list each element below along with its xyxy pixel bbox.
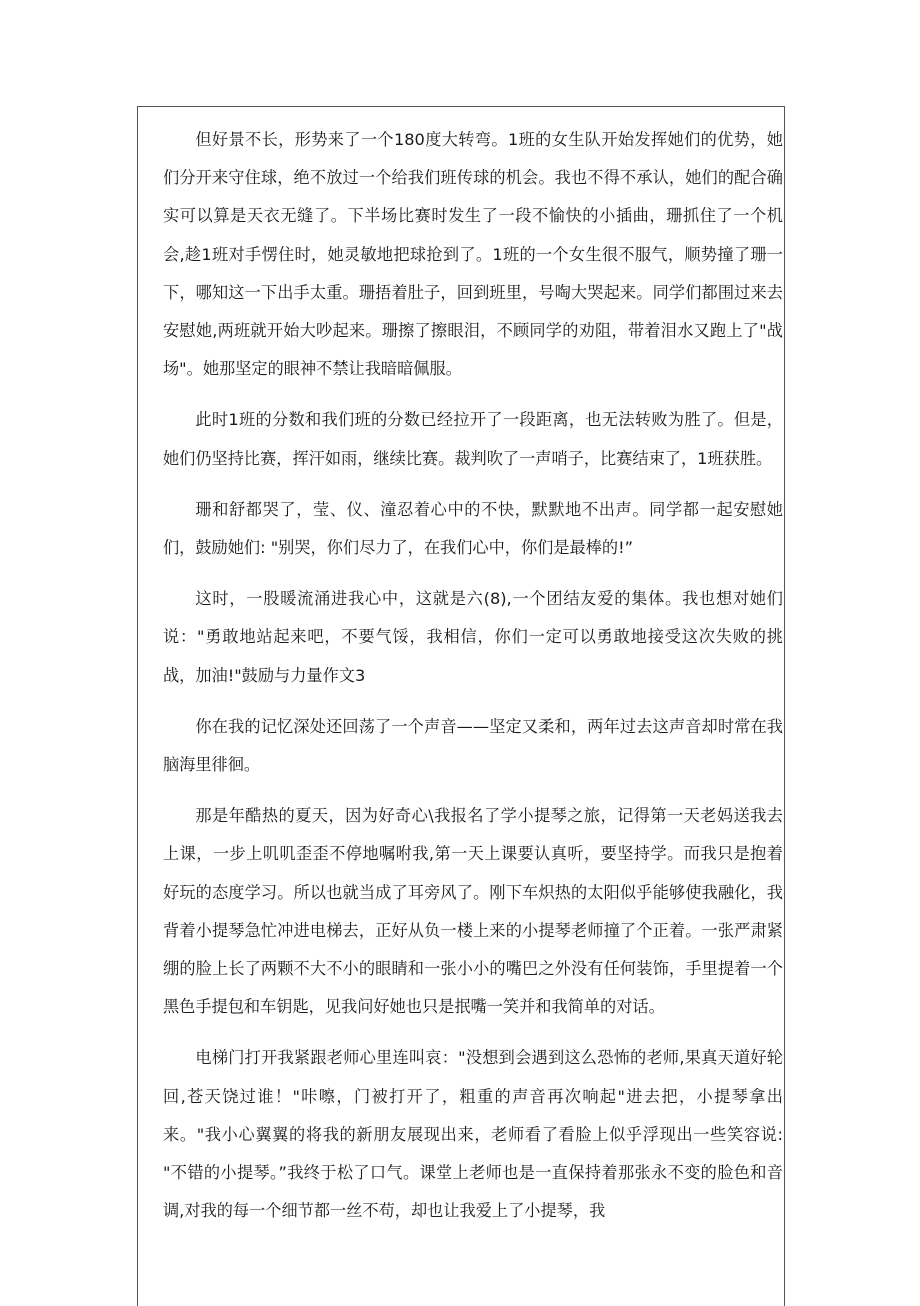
paragraph-1: 但好景不长，形势来了一个180度大转弯。1班的女生队开始发挥她们的优势，她们分开来守住球，绝不放过一个给我们班传球的机会。我也不得不承认，她们的配合确实可以算是天衣无缝了。下半场比赛时发生了一段不愉快的小插曲，珊抓住了一个机会,趁1班对手愣住时，她灵敏地把球抢到了。1班的一个女生很不服气，顺势撞了珊一下，哪知这一下出手太重。珊捂着肚子，回到班里，号啕大哭起来。同学们都围过来去安慰她,两班就开始大吵起来。珊擦了擦眼泪，不顾同学的劝阻，带着泪水又跑上了"战场"。她那坚定的眼神不禁让我暗暗佩服。 [163,130,783,379]
paragraph-5: 你在我的记忆深处还回荡了一个声音——坚定又柔和，两年过去这声音却时常在我脑海里徘徊。 [163,716,783,775]
paragraph-2: 此时1班的分数和我们班的分数已经拉开了一段距离，也无法转败为胜了。但是，她们仍坚持比赛，挥汗如雨，继续比赛。裁判吹了一声哨子，比赛结束了，1班获胜。 [163,410,783,468]
paragraph-6: 那是年酷热的夏天，因为好奇心\我报名了学小提琴之旅，记得第一天老妈送我去上课，一步上叽叽歪歪不停地嘱咐我,第一天上课要认真听，要坚持学。而我只是抱着好玩的态度学习。所以也就当成了耳旁风了。刚下车炽热的太阳似乎能够使我融化，我背着小提琴急忙冲进电梯去，正好从负一楼上来的小提琴老师撞了个正着。一张严肃紧绷的脸上长了两颗不大不小的眼睛和一张小小的嘴巴之外没有任何装饰，手里提着一个黑色手提包和车钥匙，见我问好她也只是抿嘴一笑并和我简单的对话。 [163,806,783,1017]
paragraph-4: 这时，一股暖流涌进我心中，这就是六(8),一个团结友爱的集体。我也想对她们说："勇敢地站起来吧，不要气馁，我相信，你们一定可以勇敢地接受这次失败的挑战，加油!"鼓励与力量作文3 [163,589,783,685]
paragraph-7: 电梯门打开我紧跟老师心里连叫哀："没想到会遇到这么恐怖的老师,果真天道好轮回,苍天饶过谁！"咔嚓，门被打开了，粗重的声音再次响起"进去把，小提琴拿出来。"我小心翼翼的将我的新朋友展现出来，老师看了看脸上似乎浮现出一些笑容说: "不错的小提琴。”我终于松了口气。课堂上老师也是一直保持着那张永不变的脸色和音调,对我的每一个细节都一丝不苟，却也让我爱上了小提琴，我 [163,1048,783,1221]
paragraph-3: 珊和舒都哭了，莹、仪、潼忍着心中的不快，默默地不出声。同学都一起安慰她们，鼓励她们: "别哭，你们尽力了，在我们心中，你们是最棒的!” [163,499,783,558]
document-body [163,121,783,1243]
